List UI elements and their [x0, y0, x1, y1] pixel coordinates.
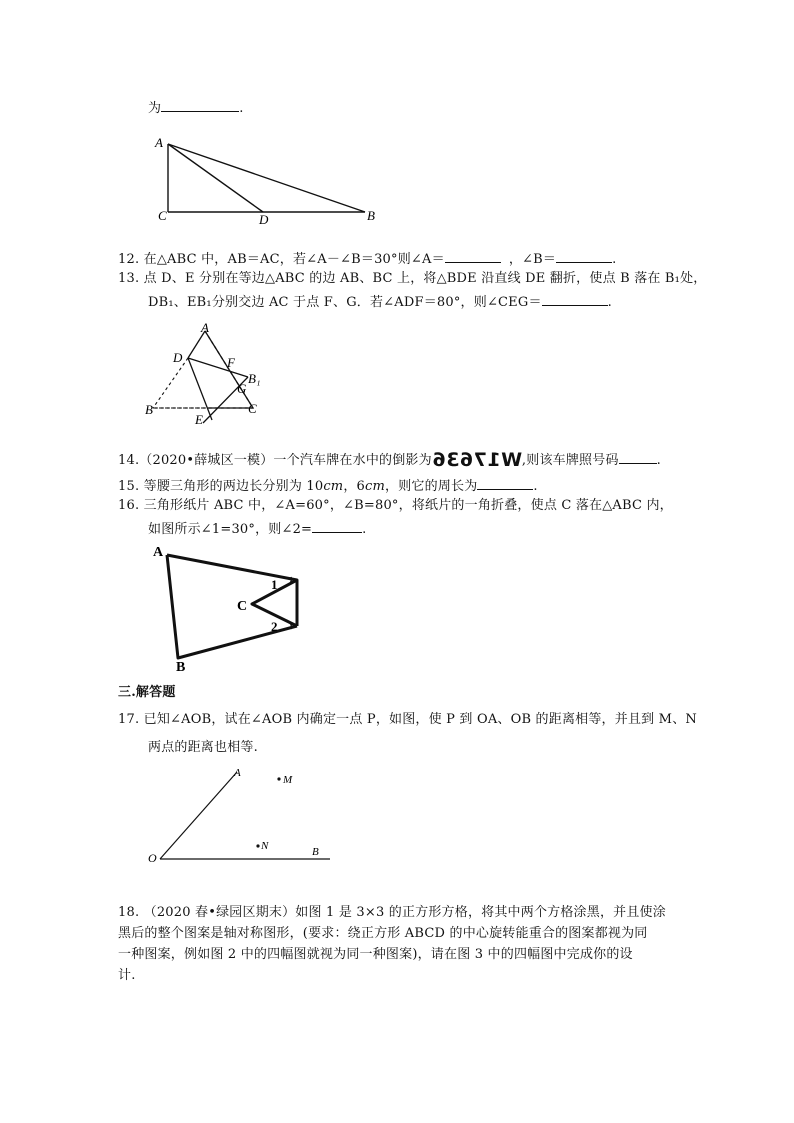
q18-text-4: 计.: [118, 968, 136, 983]
question-17-line-1: [118, 711, 697, 729]
q13-end: .: [607, 295, 613, 310]
q12-end: .: [612, 252, 617, 267]
label-a: A: [234, 767, 241, 779]
label-b1: B₁: [248, 371, 261, 386]
question-17-line-2: [148, 739, 258, 757]
edge-fold-b-a: [167, 555, 297, 658]
q17-number: 17.: [118, 712, 140, 727]
q16-number: 16.: [118, 498, 140, 513]
segment-ad: [168, 144, 263, 212]
q18-text-2: 黑后的整个图案是轴对称图形，(要求：绕正方形 ABCD 的中心旋转能重合的图案都视为同: [118, 926, 648, 941]
question-15: [118, 476, 538, 496]
q16-end: .: [362, 522, 367, 537]
label-a: A: [155, 135, 163, 150]
q14-number: 14.: [118, 453, 140, 468]
label-c: C: [237, 599, 248, 614]
point-m: [277, 777, 280, 780]
q12-number: 12.: [118, 252, 140, 267]
q13-answer-blank[interactable]: [542, 292, 608, 306]
label-c: C: [158, 208, 167, 223]
q11-end: .: [239, 101, 244, 116]
question-13-line-2: [148, 292, 612, 312]
figure-q17: [140, 762, 340, 867]
q15-mid: ，6: [343, 479, 365, 494]
q14-answer-blank[interactable]: [619, 450, 657, 464]
figure-q13: [140, 320, 280, 430]
q13-number: 13.: [118, 271, 140, 286]
question-18-line-4: [118, 967, 136, 985]
q11-answer-blank[interactable]: [161, 98, 239, 112]
q11-tail: [148, 98, 244, 118]
ray-oa: [160, 772, 237, 859]
figure-q11: [150, 132, 390, 227]
fold-line-de: [188, 358, 212, 420]
section-heading: 三.解答题: [118, 685, 176, 700]
label-b: B: [145, 402, 153, 417]
q14-text: （2020•薛城区一模）一个汽车牌在水中的倒影为: [139, 453, 432, 468]
label-m: M: [283, 774, 293, 786]
q15-unit-1: cm: [323, 479, 344, 494]
q16-answer-blank[interactable]: [312, 519, 362, 533]
q12-text: 在△ABC 中，AB＝AC，若∠A－∠B＝30°则∠A＝: [143, 252, 445, 267]
q12-mid: ，∠B＝: [508, 252, 557, 267]
question-14: [118, 450, 661, 470]
label-a: A: [153, 545, 164, 560]
mirrored-plate: W17636: [431, 449, 522, 471]
point-n: [256, 844, 259, 847]
q15-after: ，则它的周长为: [385, 479, 478, 494]
label-d: D: [259, 212, 269, 227]
question-12: [118, 249, 616, 269]
q14-end: .: [656, 453, 661, 468]
q14-after: ,则该车牌照号码: [521, 453, 619, 468]
label-f: F: [227, 355, 235, 370]
label-n: N: [261, 840, 269, 852]
q15-number: 15.: [118, 479, 140, 494]
label-g: G: [237, 381, 247, 396]
q17-text-1: 已知∠AOB，试在∠AOB 内确定一点 P，如图，使 P 到 OA、OB 的距离相等，并且到 M、N: [143, 712, 697, 727]
q16-text-1: 三角形纸片 ABC 中，∠A=60°，∠B=80°，将纸片的一角折叠，使点 C 落在△ABC 内，: [143, 498, 673, 513]
question-18-line-2: [118, 925, 648, 943]
q15-answer-blank[interactable]: [477, 476, 533, 490]
label-o: O: [148, 851, 157, 865]
q12-answer-blank-1[interactable]: [445, 249, 501, 263]
label-angle-2: 2: [271, 619, 278, 634]
question-13-line-1: [118, 270, 707, 288]
label-b: B: [367, 208, 375, 223]
q18-text-3: 一种图案，例如图 2 中的四幅图就视为同一种图案)，请在图 3 中的四幅图中完成你的设: [118, 947, 633, 962]
segment-ab: [168, 144, 365, 212]
q12-answer-blank-2[interactable]: [556, 249, 612, 263]
q18-number: 18.: [118, 905, 140, 920]
figure-q16: [145, 540, 315, 675]
question-18-line-1: [118, 904, 666, 922]
q13-text-1: 点 D、E 分别在等边△ABC 的边 AB、BC 上，将△BDE 沿直线 DE 翻折，使点 B 落在 B₁处，: [143, 271, 707, 286]
question-18-line-3: [118, 946, 633, 964]
q11-text: 为: [148, 101, 162, 116]
segment-db1: [188, 358, 248, 377]
q15-end: .: [533, 479, 538, 494]
label-e: E: [195, 412, 203, 427]
label-b: B: [312, 846, 319, 858]
label-b: B: [176, 660, 186, 675]
q13-text-2: DB₁、EB₁分别交边 AC 于点 F、G．若∠ADF＝80°，则∠CEG＝: [148, 295, 542, 310]
q15-unit-2: cm: [365, 479, 386, 494]
q18-text-1: （2020 春•绿园区期末）如图 1 是 3×3 的正方形方格，将其中两个方格涂黑，并且使涂: [143, 905, 666, 920]
segment-ad: [188, 331, 205, 358]
q15-text: 等腰三角形的两边长分别为 10: [143, 479, 324, 494]
label-angle-1: 1: [271, 577, 278, 592]
q16-text-2: 如图所示∠1=30°，则∠2=: [148, 522, 313, 537]
label-a: A: [201, 320, 209, 335]
segment-db-dashed: [153, 358, 188, 408]
label-c: C: [248, 401, 257, 416]
q17-text-2: 两点的距离也相等.: [148, 740, 258, 755]
label-d: D: [173, 350, 183, 365]
question-16-line-1: [118, 497, 673, 515]
question-16-line-2: [148, 519, 367, 539]
